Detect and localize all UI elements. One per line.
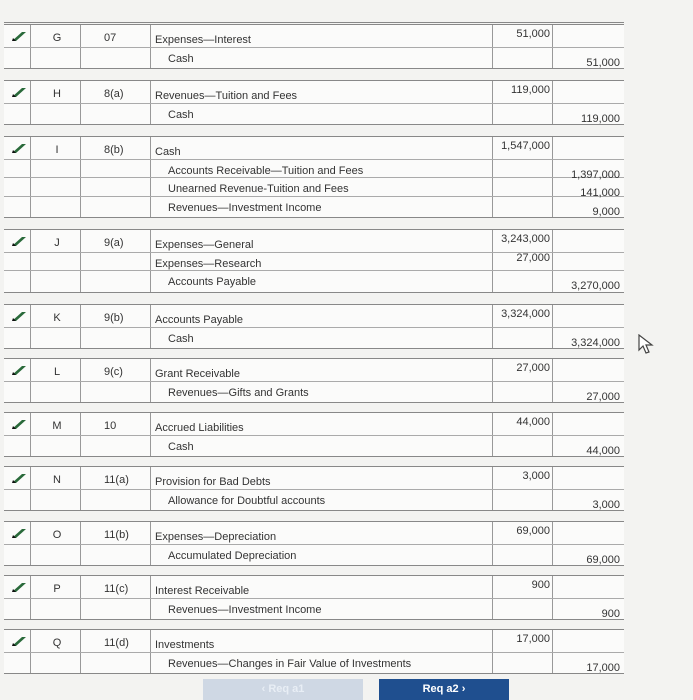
account-name[interactable]: Revenues—Tuition and Fees (155, 90, 298, 102)
column-divider (150, 230, 151, 292)
row-divider (4, 270, 624, 271)
edit-check-icon[interactable] (10, 528, 30, 542)
credit-amount[interactable]: 3,324,000 (571, 336, 620, 349)
account-name[interactable]: Expenses—Research (155, 257, 262, 270)
credit-amount[interactable]: 3,270,000 (571, 280, 620, 292)
credit-amount[interactable]: 44,000 (586, 444, 620, 457)
event-number[interactable]: 11(d) (104, 637, 129, 649)
event-number[interactable]: 07 (104, 32, 117, 44)
debit-amount[interactable]: 1,547,000 (501, 140, 550, 152)
account-name[interactable]: Interest Receivable (155, 585, 250, 597)
event-number[interactable]: 8(a) (104, 88, 124, 100)
account-name[interactable]: Revenues—Changes in Fair Value of Investments (168, 657, 412, 670)
account-name[interactable]: Expenses—General (155, 239, 254, 251)
row-divider (4, 544, 624, 545)
debit-amount[interactable]: 27,000 (516, 362, 550, 374)
account-name[interactable]: Revenues—Investment Income (168, 603, 322, 616)
journal-entry (4, 412, 624, 457)
row-divider (4, 159, 624, 160)
debit-amount[interactable]: 3,324,000 (501, 308, 550, 320)
entry-letter: J (54, 237, 60, 249)
journal-entry (4, 136, 624, 218)
account-name[interactable]: Revenues—Investment Income (168, 201, 322, 214)
debit-amount[interactable]: 44,000 (516, 416, 550, 428)
prev-req-button[interactable] (203, 679, 363, 700)
entry-letter: N (53, 474, 61, 486)
account-name[interactable]: Cash (168, 332, 194, 345)
event-number[interactable]: 8(b) (104, 144, 124, 156)
account-name[interactable]: Cash (168, 108, 194, 121)
entry-letter: O (52, 529, 62, 541)
account-name[interactable]: Expenses—Depreciation (155, 531, 277, 543)
event-number[interactable]: 9(a) (104, 237, 124, 249)
entry-letter: I (55, 144, 59, 156)
credit-amount[interactable]: 141,000 (580, 187, 620, 199)
account-name[interactable]: Cash (168, 52, 194, 65)
journal-entry (4, 629, 624, 674)
debit-amount[interactable]: 27,000 (516, 251, 550, 264)
prev-req-label: ‹ Req a1 (261, 683, 305, 695)
row-divider (4, 327, 624, 328)
entry-letter: H (53, 88, 61, 100)
event-number[interactable]: 11(a) (104, 474, 129, 486)
edit-check-icon[interactable] (10, 31, 30, 45)
row-divider (4, 435, 624, 436)
column-divider (80, 230, 81, 292)
next-req-button[interactable] (379, 679, 509, 700)
entry-letter: M (52, 420, 62, 432)
column-divider (30, 230, 31, 292)
edit-check-icon[interactable] (10, 143, 30, 157)
account-name[interactable]: Expenses—Interest (155, 34, 251, 46)
row-divider (4, 103, 624, 104)
edit-check-icon[interactable] (10, 636, 30, 650)
row-divider (4, 381, 624, 382)
event-number[interactable]: 9(b) (104, 312, 124, 324)
event-number[interactable]: 10 (104, 420, 117, 432)
row-divider (4, 652, 624, 653)
credit-amount[interactable]: 27,000 (586, 390, 620, 403)
entry-letter: G (52, 32, 62, 44)
event-number[interactable]: 11(b) (104, 529, 129, 541)
credit-amount[interactable]: 9,000 (592, 205, 620, 218)
account-name[interactable]: Accounts Receivable—Tuition and Fees (168, 164, 364, 177)
journal-entry (4, 80, 624, 125)
entry-letter: K (53, 312, 61, 324)
account-name[interactable]: Cash (168, 440, 194, 453)
edit-check-icon[interactable] (10, 236, 30, 250)
mouse-cursor-icon (637, 334, 655, 354)
debit-amount[interactable]: 3,000 (522, 470, 550, 482)
row-divider (4, 489, 624, 490)
edit-check-icon[interactable] (10, 473, 30, 487)
journal-entry (4, 24, 624, 69)
row-divider (4, 47, 624, 48)
edit-check-icon[interactable] (10, 87, 30, 101)
credit-amount[interactable]: 1,397,000 (571, 168, 620, 181)
entry-letter: Q (52, 637, 62, 649)
next-req-label: Req a2 › (422, 683, 466, 695)
account-name[interactable]: Allowance for Doubtful accounts (168, 494, 326, 507)
credit-amount[interactable]: 900 (601, 607, 620, 620)
debit-amount[interactable]: 3,243,000 (501, 233, 550, 245)
account-name[interactable]: Investments (155, 639, 215, 651)
debit-amount[interactable]: 119,000 (511, 84, 550, 96)
entry-letter: P (53, 583, 61, 595)
journal-entry (4, 229, 624, 293)
debit-amount[interactable]: 17,000 (516, 633, 550, 645)
table-header-strip (4, 14, 624, 23)
journal-entry (4, 466, 624, 511)
row-divider (4, 598, 624, 599)
credit-amount[interactable]: 3,000 (592, 498, 620, 511)
credit-amount[interactable]: 119,000 (581, 112, 620, 125)
edit-check-icon[interactable] (10, 365, 30, 379)
debit-amount[interactable]: 900 (531, 579, 550, 591)
edit-check-icon[interactable] (10, 311, 30, 325)
journal-entry (4, 358, 624, 403)
column-divider (552, 230, 553, 292)
account-name[interactable]: Accrued Liabilities (155, 422, 244, 434)
credit-amount[interactable]: 69,000 (586, 553, 620, 566)
column-divider (492, 230, 493, 292)
event-number[interactable]: 11(c) (104, 583, 129, 595)
debit-amount[interactable]: 69,000 (516, 525, 550, 537)
account-name[interactable]: Unearned Revenue-Tuition and Fees (168, 183, 349, 195)
account-name[interactable]: Accounts Payable (155, 314, 244, 326)
account-name[interactable]: Accounts Payable (168, 276, 257, 288)
edit-check-icon[interactable] (10, 419, 30, 433)
account-name[interactable]: Revenues—Gifts and Grants (168, 386, 309, 399)
account-name[interactable]: Accumulated Depreciation (168, 549, 297, 562)
edit-check-icon[interactable] (10, 582, 30, 596)
credit-amount[interactable]: 17,000 (586, 661, 620, 674)
journal-entry (4, 521, 624, 566)
account-name[interactable]: Cash (155, 146, 181, 158)
credit-amount[interactable]: 51,000 (586, 56, 620, 69)
account-name[interactable]: Grant Receivable (155, 368, 240, 380)
account-name[interactable]: Provision for Bad Debts (155, 476, 271, 488)
entry-letter: L (53, 366, 61, 378)
journal-entry (4, 575, 624, 620)
debit-amount[interactable]: 51,000 (516, 28, 550, 40)
journal-entry (4, 304, 624, 349)
event-number[interactable]: 9(c) (104, 366, 123, 378)
